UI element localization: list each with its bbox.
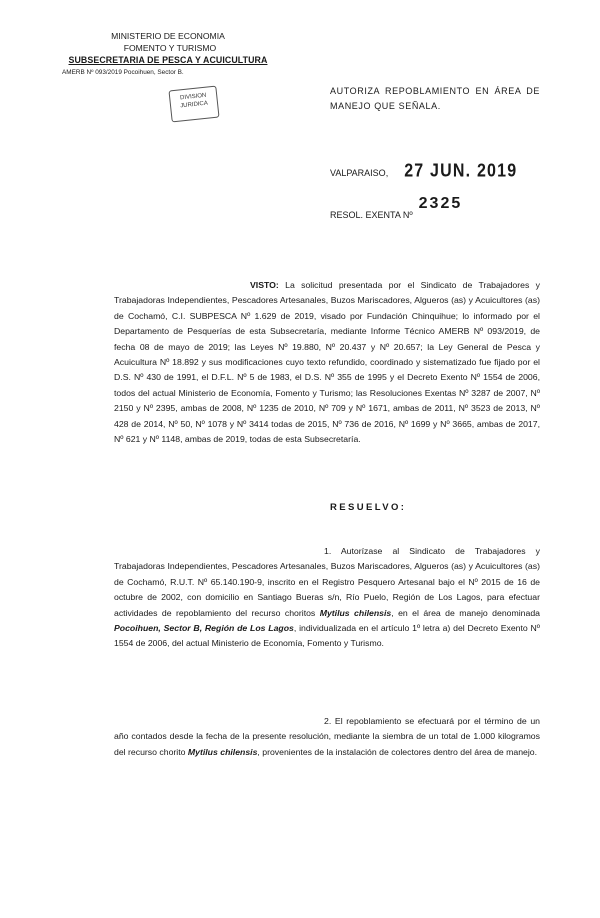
article-2-text-a: 2. El repoblamiento se efectuará por el término de un año contados desde la fecha de la presente resolución, mediante la siembra de un total de 1.000 kilogramos del recurso chorito [114, 716, 540, 757]
resolution-number [330, 195, 463, 223]
visto-paragraph [114, 278, 540, 447]
ministry-name: MINISTERIO DE ECONOMIA [111, 31, 225, 41]
division-stamp [168, 86, 219, 123]
area-name: Pocoihuen, Sector B, Región de Los Lagos [114, 623, 294, 634]
amerb-reference: AMERB Nº 093/2019 Pocoihuen, Sector B. [62, 69, 184, 76]
article-1-text-c: , en el área de manejo denominada [391, 607, 540, 618]
city: VALPARAISO, [330, 168, 389, 178]
article-1 [114, 544, 540, 652]
visto-text: La solicitud presentada por el Sindicato de Trabajadores y Trabajadoras Independientes, Pescadores Artesanales, Buzos Mariscadores, Algueros (as) y Acuicultores (as) de Cochamó, C.I. SUBPESCA Nº 1.629 de 2019, visado por Fundación Chinquihue; lo informado por el Departamento de Pesquerías de esta Subsecretaría, mediante Informe Técnico AMERB Nº 093/2019, de fecha 08 de mayo de 2019; las Leyes Nº 19.880, Nº 20.437 y Nº 20.657; la Ley General de Pesca y Acuicultura Nº 18.892 y sus modificaciones cuyo texto refundido, coordinado y sistematizado fue fijado por el D.S. Nº 430 de 1991, el D.F.L. Nº 5 de 1983, el D.S. Nº 355 de 1995 y el Decreto Exento Nº 1554 de 2006, todos del actual Ministerio de Economía, Fomento y Turismo; las Resoluciones Exentas Nº 3287 de 2007, Nº 2150 y Nº 2395, ambas de 2008, Nº 1235 de 2010, Nº 709 y Nº 1671, ambas de 2011, Nº 3523 de 2013, Nº 428 de 2014, Nº 50, Nº 1078 y Nº 3414 todas de 2015, Nº 736 de 2016, Nº 1699 y Nº 3665, ambas de 2017, Nº 621 y Nº 1148, ambas de 2019, todas de esta Subsecretaría. [114, 280, 540, 445]
resolution-stamp-number: 2325 [418, 195, 463, 212]
date-stamp: 27 JUN. 2019 [404, 161, 518, 182]
ministry-subname: FOMENTO Y TURISMO [123, 43, 217, 53]
article-2 [114, 714, 540, 760]
place-and-date [330, 163, 517, 181]
resuelvo-heading: RESUELVO: [330, 502, 407, 513]
stamp-line-1: DIVISION [179, 92, 207, 102]
resolution-label: RESOL. EXENTA Nº [330, 210, 413, 220]
species-name: Mytilus chilensis [319, 607, 392, 618]
article-2-text-c: , provenientes de la instalación de colectores dentro del área de manejo. [257, 746, 538, 757]
visto-label: VISTO: [250, 280, 279, 290]
stamp-line-2: JURIDICA [180, 100, 209, 110]
article-1-text-a: 1. Autorízase al Sindicato de Trabajadores y Trabajadoras Independientes, Pescadores Artesanales, Buzos Mariscadores, Algueros (as) y Acuicultores (as) de Cochamó, R.U.T. Nº 65.140.190-9, inscrito en el Registro Pesquero Artesanal bajo el Nº 2015 de 16 de octubre de 2002, con domicilio en Santiago Bueras s/n, Río Puelo, Región de Los Lagos, para efectuar actividades de repoblamiento del recurso choritos [114, 546, 540, 618]
document-subject: AUTORIZA REPOBLAMIENTO EN ÁREA DE MANEJO QUE SEÑALA. [330, 86, 540, 111]
article-1-text-e: , individualizada en el artículo 1º letra a) del Decreto Exento Nº 1554 de 2006, del actual Ministerio de Economía, Fomento y Turismo. [114, 623, 540, 649]
letterhead [58, 30, 278, 79]
subsecretary-name: SUBSECRETARIA DE PESCA Y ACUICULTURA [68, 55, 268, 65]
species-name: Mytilus chilensis [187, 746, 258, 757]
